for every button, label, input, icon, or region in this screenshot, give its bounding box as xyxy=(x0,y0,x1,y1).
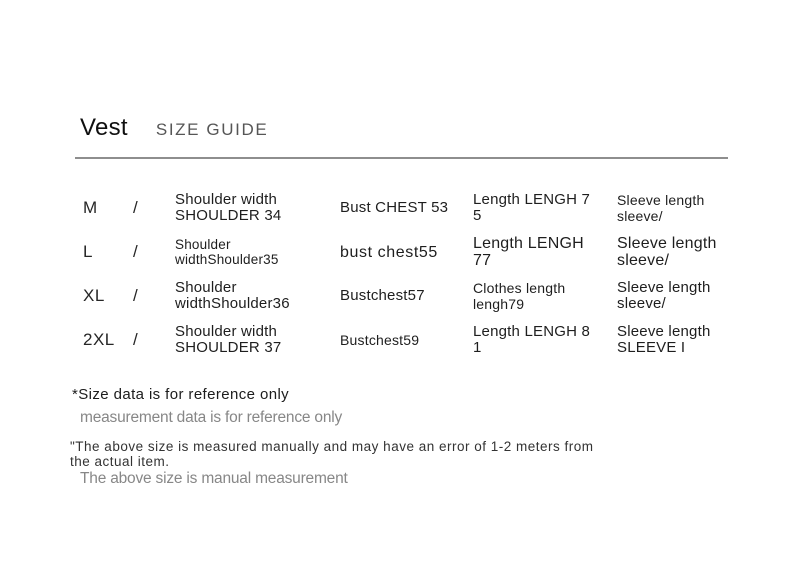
bust-line: bust chest55 xyxy=(340,243,438,261)
sleeve-cell xyxy=(617,280,742,312)
page-title: Vest xyxy=(80,114,128,141)
length-cell xyxy=(473,235,617,269)
shoulder-line: Shoulder width xyxy=(175,191,278,208)
slash-separator: / xyxy=(133,242,138,261)
shoulder-line: Shoulder xyxy=(175,279,237,296)
note-manual-line: "The above size is measured manually and may have an error of 1-2 meters from xyxy=(70,439,594,454)
shoulder-line: Shoulder xyxy=(175,237,231,252)
sleeve-line: Sleeve length xyxy=(617,192,705,208)
sleeve-line: Sleeve length xyxy=(617,323,711,340)
size-guide-label: SIZE GUIDE xyxy=(155,120,269,139)
shoulder-line: Shoulder width xyxy=(175,323,278,340)
size-table xyxy=(83,192,742,356)
bust-line: Bust CHEST 53 xyxy=(340,199,449,216)
size-label-l: L xyxy=(83,242,93,261)
note-manual-measure xyxy=(70,440,594,469)
length-line: Clothes length xyxy=(473,280,566,296)
sleeve-line: sleeve/ xyxy=(617,295,666,312)
length-line: 5 xyxy=(473,207,482,224)
slash-separator: / xyxy=(133,286,138,305)
size-label-m: M xyxy=(83,198,98,217)
bust-cell xyxy=(340,288,473,304)
sleeve-cell xyxy=(617,192,742,224)
header-divider xyxy=(75,157,728,159)
sleeve-cell xyxy=(617,324,742,356)
shoulder-cell xyxy=(175,237,340,267)
length-cell xyxy=(473,280,617,312)
shoulder-cell xyxy=(175,192,340,224)
length-line: Length LENGH 8 xyxy=(473,323,591,340)
note-manual-measure-sub: The above size is manual measurement xyxy=(80,470,348,487)
bust-cell xyxy=(340,200,473,216)
sleeve-cell xyxy=(617,235,742,269)
length-line: Length LENGH 7 xyxy=(473,191,591,208)
length-line: 77 xyxy=(473,252,492,269)
sleeve-line: Sleeve length xyxy=(617,235,717,252)
sleeve-line: sleeve/ xyxy=(617,252,670,269)
length-cell xyxy=(473,324,617,356)
note-size-reference: *Size data is for reference only xyxy=(72,386,290,403)
bust-line: Bustchest59 xyxy=(340,332,420,348)
shoulder-cell xyxy=(175,324,340,356)
length-line: 1 xyxy=(473,339,482,356)
shoulder-line: SHOULDER 37 xyxy=(175,339,282,356)
length-cell xyxy=(473,192,617,224)
bust-cell xyxy=(340,332,473,348)
length-line: lengh79 xyxy=(473,296,525,312)
size-label-xl: XL xyxy=(83,286,105,305)
size-label-2xl: 2XL xyxy=(83,330,115,349)
shoulder-line: widthShoulder36 xyxy=(175,295,290,312)
note-measurement-reference: measurement data is for reference only xyxy=(80,409,343,426)
bust-line: Bustchest57 xyxy=(340,287,425,304)
slash-separator: / xyxy=(133,330,138,349)
shoulder-line: SHOULDER 34 xyxy=(175,207,282,224)
slash-separator: / xyxy=(133,198,138,217)
bust-cell xyxy=(340,244,473,261)
length-line: Length LENGH xyxy=(473,235,584,252)
sleeve-line: SLEEVE I xyxy=(617,339,686,356)
header xyxy=(80,114,268,142)
shoulder-line: widthShoulder35 xyxy=(175,252,279,267)
note-manual-line: the actual item. xyxy=(70,453,170,469)
sleeve-line: Sleeve length xyxy=(617,279,711,296)
sleeve-line: sleeve/ xyxy=(617,208,663,224)
shoulder-cell xyxy=(175,280,340,312)
